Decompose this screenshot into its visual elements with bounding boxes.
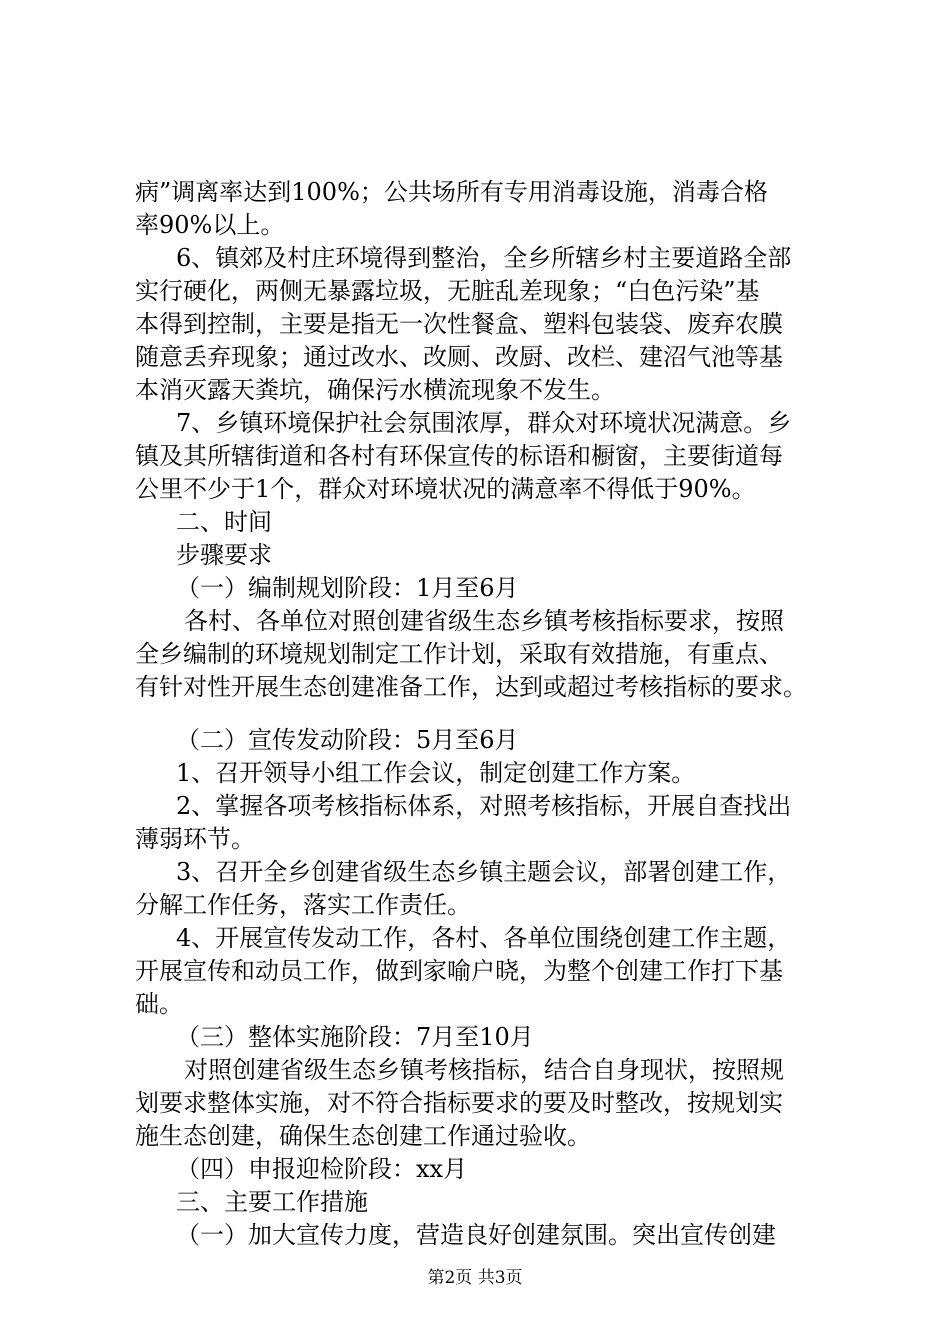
- text-line: 6、镇郊及村庄环境得到整治，全乡所辖乡村主要道路全部: [176, 244, 792, 272]
- text-line: 1、召开领导小组工作会议，制定创建工作方案。: [176, 759, 696, 787]
- text-line: 薄弱环节。: [135, 825, 255, 853]
- text-line: 实行硬化，两侧无暴露垃圾，无脏乱差现象；“白色污染”基: [135, 277, 760, 305]
- section-heading: 三、主要工作措施: [176, 1188, 368, 1216]
- text-line: 全乡编制的环境规划制定工作计划，采取有效措施，有重点、: [135, 640, 783, 668]
- text-line: 4、开展宣传发动工作，各村、各单位围绕创建工作主题，: [176, 924, 792, 952]
- text-line: 公里不少于1个，群众对环境状况的满意率不得低于90%。: [135, 475, 756, 503]
- text-line: 本得到控制，主要是指无一次性餐盒、塑料包装袋、废弃农膜: [135, 310, 783, 338]
- page-footer: 第2页 共3页: [427, 1268, 523, 1288]
- text-line: （一）加大宣传力度，营造良好创建氛围。突出宣传创建: [176, 1221, 776, 1249]
- text-line: 7、乡镇环境保护社会氛围浓厚，群众对环境状况满意。乡: [176, 409, 792, 437]
- subsection-heading: （四）申报迎检阶段：xx月: [176, 1155, 468, 1183]
- text-line: 有针对性开展生态创建准备工作，达到或超过考核指标的要求。: [135, 673, 807, 701]
- text-line: 施生态创建，确保生态创建工作通过验收。: [135, 1122, 591, 1150]
- subsection-heading: （三）整体实施阶段：7月至10月: [176, 1023, 534, 1051]
- text-line: 开展宣传和动员工作，做到家喻户晓，为整个创建工作打下基: [135, 957, 783, 985]
- text-line: 划要求整体实施，对不符合指标要求的要及时整改，按规划实: [135, 1089, 783, 1117]
- subsection-heading: （二）宣传发动阶段：5月至6月: [176, 726, 519, 754]
- text-line: 率90%以上。: [135, 211, 285, 239]
- text-line: 镇及其所辖街道和各村有环保宣传的标语和橱窗，主要街道每: [135, 442, 783, 470]
- text-line: 各村、各单位对照创建省级生态乡镇考核指标要求，按照: [184, 607, 784, 635]
- text-line: 础。: [135, 990, 183, 1018]
- text-line: 病”调离率达到100%；公共场所有专用消毒设施，消毒合格: [135, 178, 768, 206]
- text-line: 分解工作任务，落实工作责任。: [135, 891, 471, 919]
- text-line: 步骤要求: [176, 541, 272, 569]
- text-line: 本消灭露天粪坑，确保污水横流现象不发生。: [135, 376, 615, 404]
- section-heading: 二、时间: [176, 508, 272, 536]
- subsection-heading: （一）编制规划阶段：1月至6月: [176, 574, 519, 602]
- text-line: 对照创建省级生态乡镇考核指标，结合自身现状，按照规: [184, 1056, 784, 1084]
- text-line: 2、掌握各项考核指标体系，对照考核指标，开展自查找出: [176, 792, 792, 820]
- text-line: 3、召开全乡创建省级生态乡镇主题会议，部署创建工作，: [176, 858, 792, 886]
- text-line: 随意丢弃现象；通过改水、改厕、改厨、改栏、建沼气池等基: [135, 343, 783, 371]
